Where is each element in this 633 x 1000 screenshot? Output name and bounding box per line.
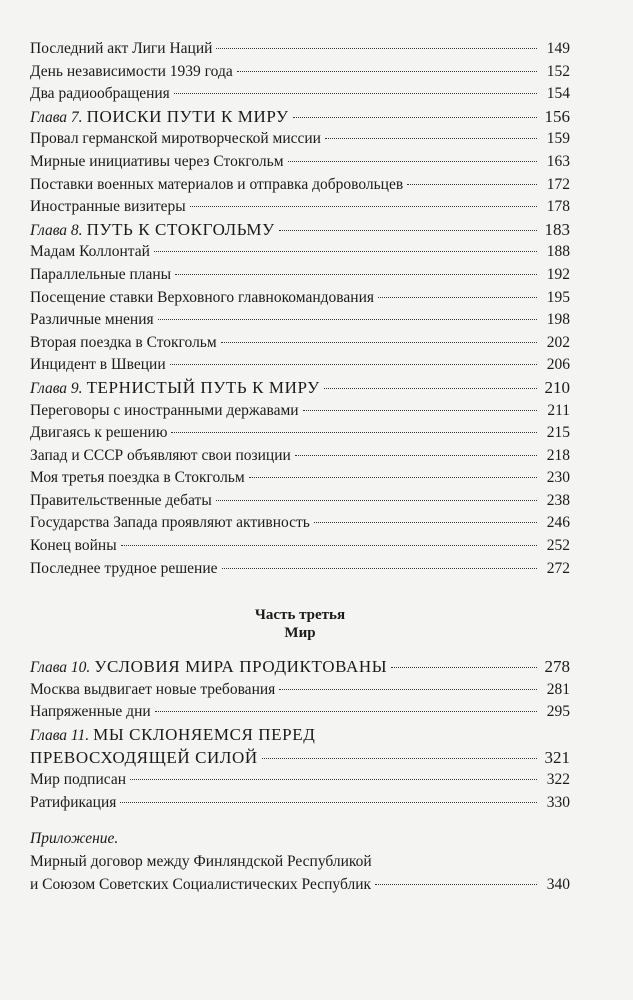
entry-page: 163: [546, 152, 570, 170]
dot-leader: [155, 711, 537, 712]
entry-page: 159: [546, 130, 570, 148]
table-of-contents: [30, 38, 570, 896]
entry-page: 188: [546, 243, 570, 261]
chapter-title: УСЛОВИЯ МИРА ПРОДИКТОВАНЫ: [94, 657, 388, 677]
dot-leader: [295, 455, 537, 456]
dot-leader: [325, 138, 537, 139]
dot-leader: [262, 758, 537, 759]
chapter-title: ТЕРНИСТЫЙ ПУТЬ К МИРУ: [86, 377, 320, 397]
toc-entry[interactable]: [30, 287, 570, 310]
appendix-entry[interactable]: [30, 851, 570, 896]
toc-entry[interactable]: [30, 38, 570, 61]
entry-page: 210: [544, 377, 570, 397]
entry-title: Правительственные дебаты: [30, 491, 212, 509]
entry-title: День независимости 1939 года: [30, 62, 233, 80]
toc-entry[interactable]: [30, 196, 570, 219]
entry-page: 281: [546, 680, 570, 698]
entry-page: 152: [546, 62, 570, 80]
dot-leader: [375, 884, 537, 885]
entry-page: 178: [546, 198, 570, 216]
entry-title: Различные мнения: [30, 311, 154, 329]
toc-entry[interactable]: [30, 558, 570, 581]
toc-entry[interactable]: [30, 467, 570, 490]
appendix-title-line2: и Союзом Советских Социалистических Республик: [30, 875, 372, 893]
toc-entry[interactable]: [30, 400, 570, 423]
entry-title: Параллельные планы: [30, 265, 172, 283]
dot-leader: [190, 206, 537, 207]
dot-leader: [175, 274, 537, 275]
entry-page: 183: [544, 219, 570, 239]
toc-entry[interactable]: [30, 679, 570, 702]
dot-leader: [121, 545, 537, 546]
appendix-title-line1: Мирный договор между Финляндской Республикой: [30, 853, 372, 870]
entry-title: Вторая поездка в Стокгольм: [30, 333, 217, 351]
entry-title: Два радиообращения: [30, 85, 170, 103]
dot-leader: [314, 522, 537, 523]
entry-page: 202: [546, 333, 570, 351]
entry-title: Конец войны: [30, 537, 117, 555]
entry-title: Мир подписан: [30, 771, 127, 789]
toc-entry[interactable]: [30, 309, 570, 332]
entry-page: 172: [546, 175, 570, 193]
chapter-8-heading[interactable]: [30, 219, 570, 242]
entry-page: 278: [544, 657, 570, 677]
chapter-label: Глава 10.: [30, 659, 91, 677]
toc-entry[interactable]: [30, 332, 570, 355]
chapter-title: ПУТЬ К СТОКГОЛЬМУ: [86, 219, 275, 239]
toc-entry[interactable]: [30, 264, 570, 287]
dot-leader: [249, 477, 537, 478]
toc-entry[interactable]: [30, 354, 570, 377]
dot-leader: [216, 500, 537, 501]
dot-leader: [407, 184, 537, 185]
entry-page: 230: [546, 469, 570, 487]
entry-page: 340: [546, 875, 570, 893]
entry-title: Москва выдвигает новые требования: [30, 680, 276, 698]
entry-title: Моя третья поездка в Стокгольм: [30, 469, 245, 487]
dot-leader: [170, 364, 537, 365]
entry-page: 218: [546, 446, 570, 464]
dot-leader: [130, 779, 537, 780]
dot-leader: [237, 71, 537, 72]
toc-entry[interactable]: [30, 701, 570, 724]
chapter-label: Глава 7.: [30, 108, 83, 126]
part-three-title: Мир: [284, 625, 316, 642]
entry-title: Последний акт Лиги Наций: [30, 40, 213, 57]
dot-leader: [303, 410, 537, 411]
dot-leader: [293, 117, 537, 118]
entry-title: Мадам Коллонтай: [30, 243, 150, 261]
entry-page: 215: [546, 424, 570, 442]
entry-title: Двигаясь к решению: [30, 424, 168, 442]
entry-page: 149: [546, 40, 570, 57]
dot-leader: [378, 297, 537, 298]
chapter-7-heading[interactable]: [30, 106, 570, 129]
entry-title: Последнее трудное решение: [30, 559, 218, 577]
entry-title: Запад и СССР объявляют свои позиции: [30, 446, 291, 464]
entry-title: Напряженные дни: [30, 703, 151, 721]
entry-page: 272: [546, 559, 570, 577]
entry-page: 206: [546, 356, 570, 374]
toc-entry[interactable]: [30, 128, 570, 151]
dot-leader: [391, 667, 537, 668]
entry-page: 246: [546, 514, 570, 532]
entry-title: Инцидент в Швеции: [30, 356, 166, 374]
dot-leader: [324, 388, 537, 389]
chapter-title-line1: МЫ СКЛОНЯЕМСЯ ПЕРЕД: [93, 725, 316, 745]
entry-page: 154: [546, 85, 570, 103]
toc-entry[interactable]: [30, 174, 570, 197]
chapter-title: ПОИСКИ ПУТИ К МИРУ: [86, 106, 289, 126]
chapter-title-line2: ПРЕВОСХОДЯЩЕЙ СИЛОЙ: [30, 747, 258, 767]
toc-top-group: [30, 38, 570, 106]
toc-entry[interactable]: [30, 535, 570, 558]
dot-leader: [174, 93, 537, 94]
entry-page: 156: [544, 106, 570, 126]
chapter-label: Глава 8.: [30, 221, 83, 239]
entry-title: Ратификация: [30, 793, 117, 811]
entry-title: Посещение ставки Верховного главнокомандования: [30, 288, 374, 306]
dot-leader: [154, 251, 537, 252]
dot-leader: [279, 230, 537, 231]
entry-title: Переговоры с иностранными державами: [30, 401, 299, 419]
toc-entry[interactable]: [30, 792, 570, 815]
entry-title: Поставки военных материалов и отправка добровольцев: [30, 175, 404, 193]
dot-leader: [216, 48, 537, 49]
chapter-9-heading[interactable]: [30, 377, 570, 400]
chapter-label: Глава 9.: [30, 379, 83, 397]
toc-entry[interactable]: [30, 151, 570, 174]
entry-title: Мирные инициативы через Стокгольм: [30, 152, 284, 170]
chapter-10-heading[interactable]: [30, 656, 570, 679]
toc-entry[interactable]: [30, 769, 570, 792]
toc-entry[interactable]: [30, 61, 570, 84]
entry-title: Провал германской миротворческой миссии: [30, 130, 321, 148]
toc-entry[interactable]: [30, 445, 570, 468]
entry-page: 322: [546, 771, 570, 789]
toc-entry[interactable]: [30, 512, 570, 535]
entry-title: Иностранные визитеры: [30, 198, 186, 216]
entry-page: 330: [546, 793, 570, 811]
entry-page: 238: [546, 491, 570, 509]
chapter-11-heading[interactable]: [30, 724, 570, 769]
chapter-label: Глава 11.: [30, 727, 90, 745]
appendix-label: Приложение.: [30, 830, 119, 848]
entry-page: 198: [546, 311, 570, 329]
dot-leader: [288, 161, 537, 162]
toc-entry[interactable]: [30, 490, 570, 513]
part-three-label: Часть третья: [254, 607, 346, 624]
entry-page: 195: [546, 288, 570, 306]
toc-entry[interactable]: [30, 422, 570, 445]
entry-page: 192: [546, 265, 570, 283]
dot-leader: [158, 319, 537, 320]
entry-page: 295: [546, 703, 570, 721]
toc-entry[interactable]: [30, 241, 570, 264]
entry-page: 252: [546, 537, 570, 555]
entry-page: 321: [544, 747, 570, 767]
dot-leader: [171, 432, 537, 433]
dot-leader: [279, 689, 537, 690]
dot-leader: [221, 342, 537, 343]
dot-leader: [222, 568, 537, 569]
entry-title: Государства Запада проявляют активность: [30, 514, 310, 532]
toc-entry[interactable]: [30, 83, 570, 106]
dot-leader: [120, 802, 537, 803]
entry-page: 211: [547, 401, 570, 419]
